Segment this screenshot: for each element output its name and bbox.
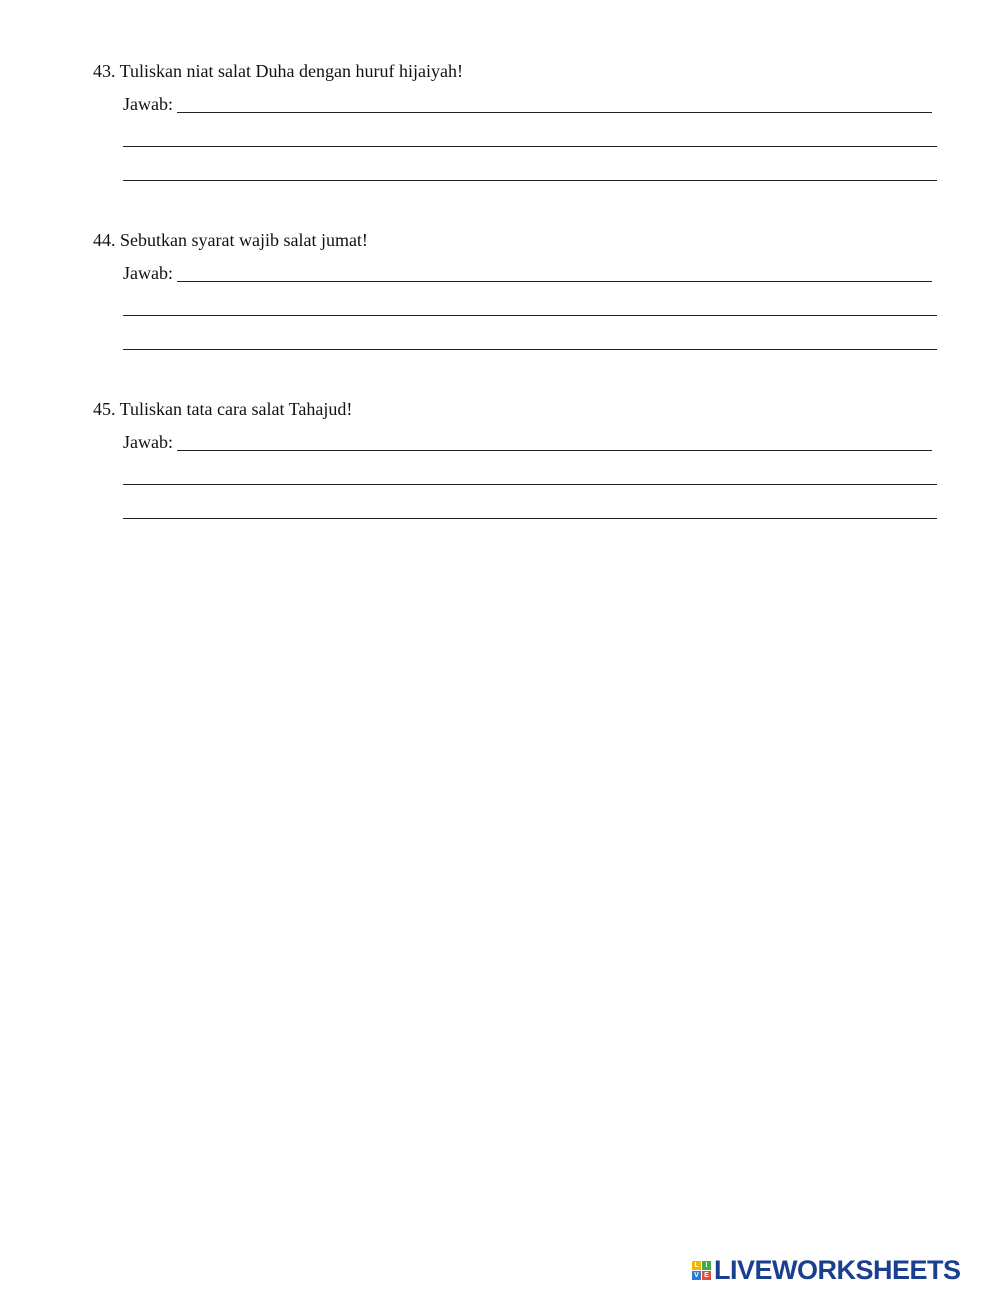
question-44-text: 44. Sebutkan syarat wajib salat jumat! xyxy=(93,230,368,250)
liveworksheets-logo xyxy=(692,1256,961,1284)
question-44-answer-label: Jawab: xyxy=(123,263,173,283)
logo-tile-v: V xyxy=(692,1271,701,1280)
question-43-answer-line-1[interactable] xyxy=(180,91,930,113)
question-45-answer-line-1[interactable] xyxy=(180,429,930,451)
question-43-answer-label: Jawab: xyxy=(123,94,173,114)
question-45-underline-1 xyxy=(177,450,932,451)
question-45-answer-line-3[interactable] xyxy=(125,497,935,519)
question-44-underline-1 xyxy=(177,281,932,282)
logo-tile-i: I xyxy=(702,1261,711,1270)
question-45-text: 45. Tuliskan tata cara salat Tahajud! xyxy=(93,399,353,419)
question-43-text: 43. Tuliskan niat salat Duha dengan huruf hijaiyah! xyxy=(93,61,463,81)
question-44-answer-line-2[interactable] xyxy=(125,294,935,316)
logo-tile-l: L xyxy=(692,1261,701,1270)
question-43-underline-1 xyxy=(177,112,932,113)
question-44-underline-2 xyxy=(123,315,937,316)
question-44-answer-line-1[interactable] xyxy=(180,260,930,282)
question-43-answer-line-2[interactable] xyxy=(125,125,935,147)
liveworksheets-logo-icon xyxy=(692,1261,711,1280)
logo-tile-e: E xyxy=(702,1271,711,1280)
question-45-underline-3 xyxy=(123,518,937,519)
question-45-answer-label: Jawab: xyxy=(123,432,173,452)
question-45-answer-line-2[interactable] xyxy=(125,463,935,485)
question-45-underline-2 xyxy=(123,484,937,485)
question-43-underline-2 xyxy=(123,146,937,147)
question-44-answer-line-3[interactable] xyxy=(125,328,935,350)
liveworksheets-logo-text: LIVEWORKSHEETS xyxy=(714,1254,961,1285)
question-43-answer-line-3[interactable] xyxy=(125,159,935,181)
question-44-underline-3 xyxy=(123,349,937,350)
question-43-underline-3 xyxy=(123,180,937,181)
